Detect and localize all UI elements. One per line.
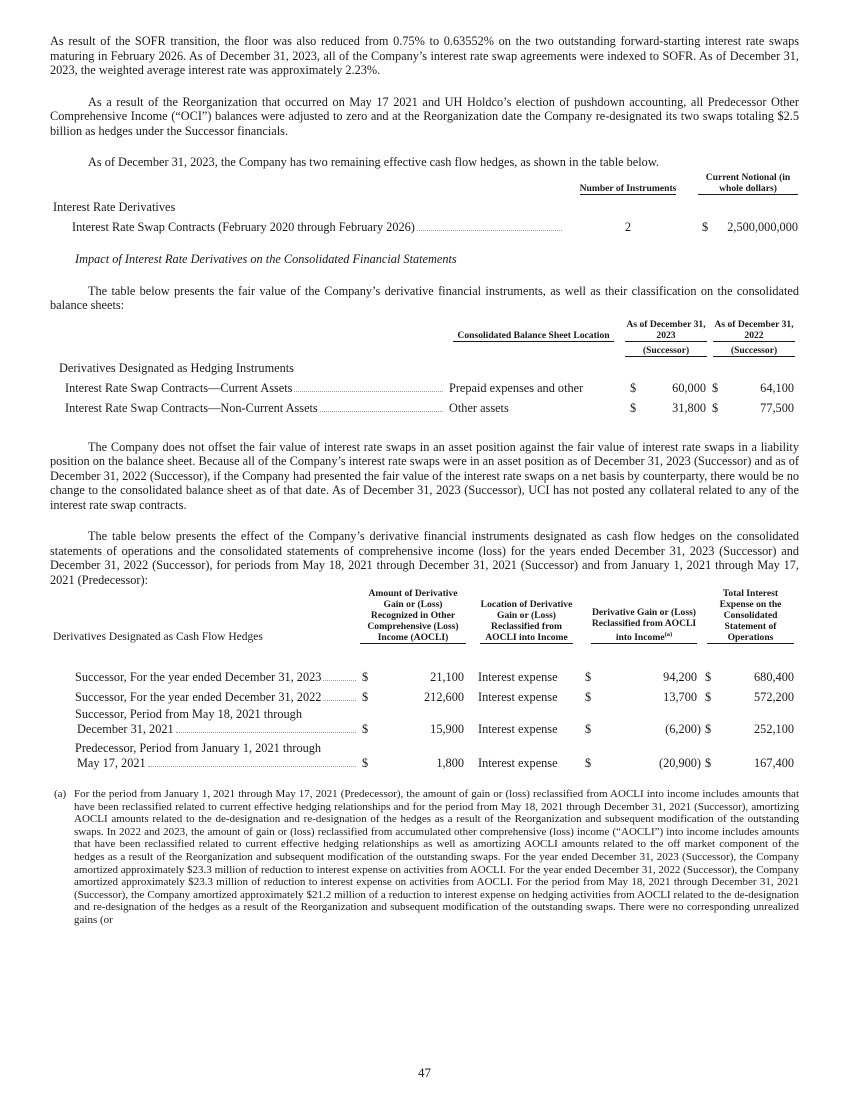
location-value: Interest expense xyxy=(478,721,558,736)
currency-symbol: $ xyxy=(705,721,712,736)
col-header-2022: As of December 31, 2022 xyxy=(714,318,794,341)
paragraph-offset: The Company does not offset the fair value of interest rate swaps in an asset position against the fair value of interest rate swaps in a liability position on the balance sheet. Because all of the Company’s interest rate swaps were in an asset position as of December 31, 2023 (Successor) and as of December 31, 2022 (Successor), if the Company had presented the fair value of the interest rate swaps on a net basis by counterparty, there would be no change to the consolidated balance sheet as of that date. As of December 31, 2023 (Successor), UCI has not posted any collateral related to any of the interest rate swap contracts. xyxy=(50,439,799,512)
row-location: Prepaid expenses and other xyxy=(449,381,584,395)
currency-symbol: $ xyxy=(362,669,369,684)
interest-value: 572,200 xyxy=(754,689,794,704)
row-label: Interest Rate Swap Contracts—Non-Current Assets xyxy=(65,401,318,415)
col-header-instruments: Number of Instruments xyxy=(579,183,677,194)
page-number: 47 xyxy=(418,1065,431,1080)
group-label: Derivatives Designated as Hedging Instruments xyxy=(59,361,294,375)
amount-value: 212,600 xyxy=(424,689,464,704)
currency-symbol: $ xyxy=(630,401,637,415)
col-header-location: Location of Derivative Gain or (Loss) Reclassified from AOCLI into Income xyxy=(480,599,573,643)
row-label-cont: December 31, 2021 xyxy=(77,721,174,736)
cash-flow-hedges-table xyxy=(50,172,798,235)
table-row xyxy=(50,214,798,234)
col-header-interest: Total Interest Expense on the Consolidated Statement of Operations xyxy=(703,588,798,644)
value-2023: 60,000 xyxy=(672,381,706,395)
sub-header-2023: (Successor) xyxy=(622,342,710,357)
interest-value: 680,400 xyxy=(754,669,794,684)
amount-value: 1,800 xyxy=(436,755,464,770)
reclass-value: 13,700 xyxy=(663,689,697,704)
col-header-2023: As of December 31, 2023 xyxy=(626,318,706,341)
currency-symbol: $ xyxy=(705,689,712,704)
currency-symbol: $ xyxy=(585,689,592,704)
currency-symbol: $ xyxy=(362,755,369,770)
reclass-value: (6,200) xyxy=(665,721,701,736)
table-row xyxy=(50,684,798,704)
paragraph-effect-intro: The table below presents the effect of the Company’s derivative financial instruments designated as cash flow hedges on the consolidated statements of operations and the consolidated statements of comprehensive income (loss) for the years ended December 31, 2023 (Successor) and December 31, 2022 (Successor), for periods from May 18, 2021 through December 31, 2021 (Successor) and from January 1, 2021 through May 17, 2021 (Predecessor): xyxy=(50,529,799,587)
currency-symbol: $ xyxy=(630,381,637,395)
row-label: Successor, For the year ended December 31, 2023 xyxy=(75,669,322,684)
location-value: Interest expense xyxy=(478,669,558,684)
value-2022: 64,100 xyxy=(760,381,794,395)
interest-value: 252,100 xyxy=(754,721,794,736)
sub-header-2022: (Successor) xyxy=(710,342,798,357)
table-row xyxy=(50,664,798,684)
footnote-ref: (a) xyxy=(664,630,673,638)
currency-symbol: $ xyxy=(585,669,592,684)
value-2023: 31,800 xyxy=(672,401,706,415)
footnote xyxy=(50,788,799,927)
col-header-reclass: Derivative Gain or (Loss) Reclassified from AOCLI into Income$^{(a)}$ xyxy=(591,606,697,643)
col-header-amount: Amount of Derivative Gain or (Loss) Recognized in Other Comprehensive (Loss) Income (AOCLI) xyxy=(358,588,468,644)
currency-symbol: $ xyxy=(712,381,719,395)
currency-symbol: $ xyxy=(362,721,369,736)
row-label: Successor, For the year ended December 31, 2022 xyxy=(75,689,322,704)
col-header-location: Consolidated Balance Sheet Location xyxy=(445,319,622,342)
row-label: Successor, Period from May 18, 2021 through xyxy=(75,707,302,721)
currency-symbol: $ xyxy=(702,219,709,234)
row-location: Other assets xyxy=(449,401,509,415)
location-value: Interest expense xyxy=(478,755,558,770)
paragraph-sofr: As result of the SOFR transition, the floor was also reduced from 0.75% to 0.63552% on the two outstanding forward-starting interest rate swaps maturing in February 2026. As of December 31, 2023, all of the Company’s interest rate swap agreements were indexed to SOFR. As of December 31, 2023, the weighted average interest rate was approximately 2.23%. xyxy=(50,34,799,77)
paragraph-fair-value-intro: The table below presents the fair value of the Company’s derivative financial instruments, as well as their classification on the consolidated balance sheets: xyxy=(50,283,799,312)
footnote-text: For the period from January 1, 2021 through May 17, 2021 (Predecessor), the amount of gain or (loss) reclassified from AOCLI into income includes amounts that have been reclassified related to current effective hedging relationships and for the period from May 18, 2021 through December 31, 2021 (Successor), amortizing AOCLI amounts related to the de-designation and re-designation of the hedges as a result of the Reorganization and subsequent modification of the outstanding swaps. In 2022 and 2023, the amount of gain or (loss) reclassified from accumulated other comprehensive (loss) income (“AOCLI”) into income includes amounts that have been reclassified related to current effective hedging relationships as well as amortizing AOCLI amounts related to the off market component of the hedges as a result of the Reorganization and subsequent modification of the outstanding swaps. For the year ended December 31, 2023 (Successor), the Company amortized approximately $23.3 million of reduction to interest expense on activities from AOCLI. For the year ended December 31, 2022 (Successor), the Company amortized approximately $23.3 million of reduction to interest expense on activities from AOCLI. For the period from May 18, 2021 through December 31, 2021 (Successor), the Company amortized approximately $21.2 million of a reduction to interest expense on hedging activities from AOCLI related to the de-designation and re-designation of the hedges as a result of the Reorganization and subsequent modification of the outstanding swaps. There were no corresponding unrealized gains (or xyxy=(74,788,799,926)
row-label-cont: May 17, 2021 xyxy=(77,755,146,770)
fair-value-table xyxy=(50,319,798,416)
currency-symbol: $ xyxy=(712,401,719,415)
interest-value: 167,400 xyxy=(754,755,794,770)
paragraph-reorganization: As a result of the Reorganization that occurred on May 17 2021 and UH Holdco’s election of pushdown accounting, all Predecessor Other Comprehensive Income (“OCI”) balances were adjusted to zero and at the Reorganization date the Company re-designated its two swaps totaling $2.5 billion as hedges under the Successor financials. xyxy=(50,94,799,138)
impact-heading: Impact of Interest Rate Derivatives on the Consolidated Financial Statements xyxy=(75,252,457,266)
document-page xyxy=(50,34,799,927)
table-row xyxy=(50,396,798,416)
amount-value: 21,100 xyxy=(430,669,464,684)
row-label: Predecessor, Period from January 1, 2021 through xyxy=(75,741,322,755)
currency-symbol: $ xyxy=(362,689,369,704)
col-header-label: Derivatives Designated as Cash Flow Hedges xyxy=(53,630,263,643)
reclass-value: 94,200 xyxy=(663,669,697,684)
table-row xyxy=(50,704,798,736)
notional-value: 2,500,000,000 xyxy=(727,219,798,234)
table-row xyxy=(50,376,798,396)
currency-symbol: $ xyxy=(585,721,592,736)
col-header-notional: Current Notional (in whole dollars) xyxy=(698,172,798,195)
currency-symbol: $ xyxy=(585,755,592,770)
row-label: Interest Rate Swap Contracts (February 2020 through February 2026) xyxy=(72,219,415,234)
footnote-mark: (a) xyxy=(54,788,67,800)
instrument-count: 2 xyxy=(624,219,632,234)
cash-flow-effect-table xyxy=(50,588,798,770)
location-value: Interest expense xyxy=(478,689,558,704)
currency-symbol: $ xyxy=(705,755,712,770)
paragraph-hedges: As of December 31, 2023, the Company has two remaining effective cash flow hedges, as shown in the table below. xyxy=(88,155,659,169)
currency-symbol: $ xyxy=(705,669,712,684)
amount-value: 15,900 xyxy=(430,721,464,736)
group-label: Interest Rate Derivatives xyxy=(53,199,176,214)
table-row xyxy=(50,736,798,770)
row-label: Interest Rate Swap Contracts—Current Assets xyxy=(65,381,293,395)
value-2022: 77,500 xyxy=(760,401,794,415)
reclass-value: (20,900) xyxy=(658,755,701,770)
